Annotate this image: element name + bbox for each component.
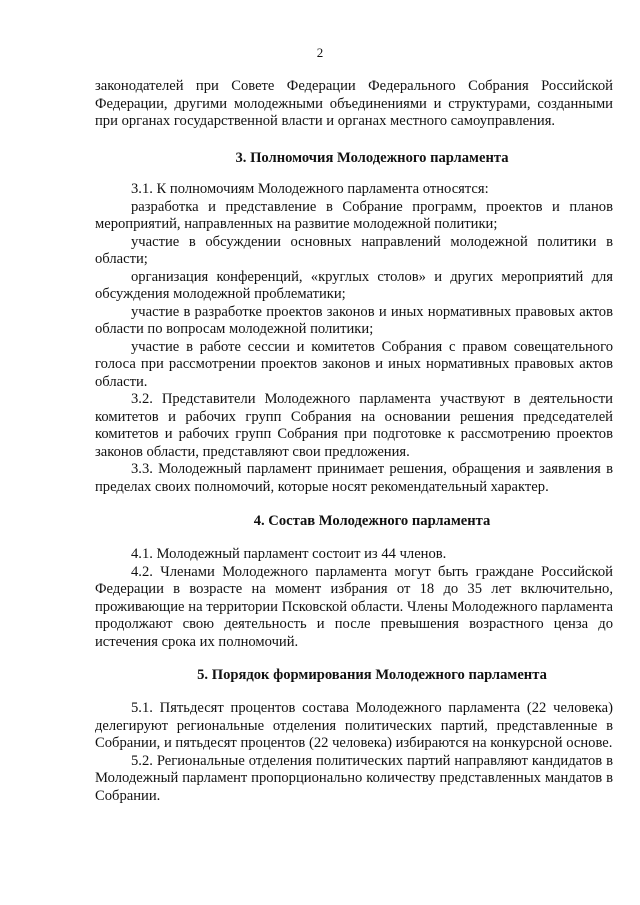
list-item: разработка и представление в Собрание программ, проектов и планов мероприятий, направленных на развитие молодежной политики;: [95, 198, 613, 232]
section-4-heading: 4. Состав Молодежного парламента: [253, 513, 491, 529]
list-item: организация конференций, «круглых столов» и других мероприятий для обсуждения молодежной проблематики;: [95, 268, 613, 302]
section-4-2-paragraph: 4.2. Членами Молодежного парламента могут быть граждане Российской Федерации в возрасте на момент избрания от 18 до 35 лет включительно, проживающие на территории Псковской области. Члены Молодежного парламента продолжают свою деятельность и после превышения возрастного ценза до истечения срока их полномочий.: [95, 563, 613, 650]
section-4-1-paragraph: 4.1. Молодежный парламент состоит из 44 членов.: [131, 546, 447, 562]
section-5-2-paragraph: 5.2. Региональные отделения политических партий направляют кандидатов в Молодежный парламент пропорционально количеству представленных мандатов в Собрании.: [95, 752, 613, 804]
section-3-heading: 3. Полномочия Молодежного парламента: [235, 150, 509, 166]
section-3-2-paragraph: 3.2. Представители Молодежного парламента участвуют в деятельности комитетов и рабочих групп Собрания на основании решения председателей комитетов и рабочих групп Собрания при подготовке к рассмотрению проектов законов области, представляют свои предложения.: [95, 391, 613, 460]
list-item: участие в работе сессии и комитетов Собрания с правом совещательного голоса при рассмотрении проектов законов и иных нормативных правовых актов области.: [95, 338, 613, 390]
list-item: участие в разработке проектов законов и иных нормативных правовых актов области по вопросам молодежной политики;: [95, 303, 613, 337]
section-3-1-paragraph: 3.1. К полномочиям Молодежного парламента относятся:: [131, 181, 489, 197]
section-5-1-paragraph: 5.1. Пятьдесят процентов состава Молодежного парламента (22 человека) делегируют региональные отделения политических партий, представленные в Собрании, и пятьдесят процентов (22 человека) избираются на конкурсной основе.: [95, 700, 613, 751]
intro-paragraph: законодателей при Совете Федерации Федерального Собрания Российской Федерации, другими молодежными объединениями и структурами, созданными при органах государственной власти и органах местного самоуправления.: [95, 78, 613, 129]
section-5-heading: 5. Порядок формирования Молодежного парламента: [197, 667, 547, 683]
page-number: 2: [316, 45, 324, 60]
section-3-3-paragraph: 3.3. Молодежный парламент принимает решения, обращения и заявления в пределах своих полномочий, которые носят рекомендательный характер.: [95, 461, 613, 495]
list-item: участие в обсуждении основных направлений молодежной политики в области;: [95, 233, 613, 267]
section-3-body: [95, 181, 613, 496]
section-5-body: [95, 700, 613, 805]
section-4-body: [95, 546, 613, 651]
